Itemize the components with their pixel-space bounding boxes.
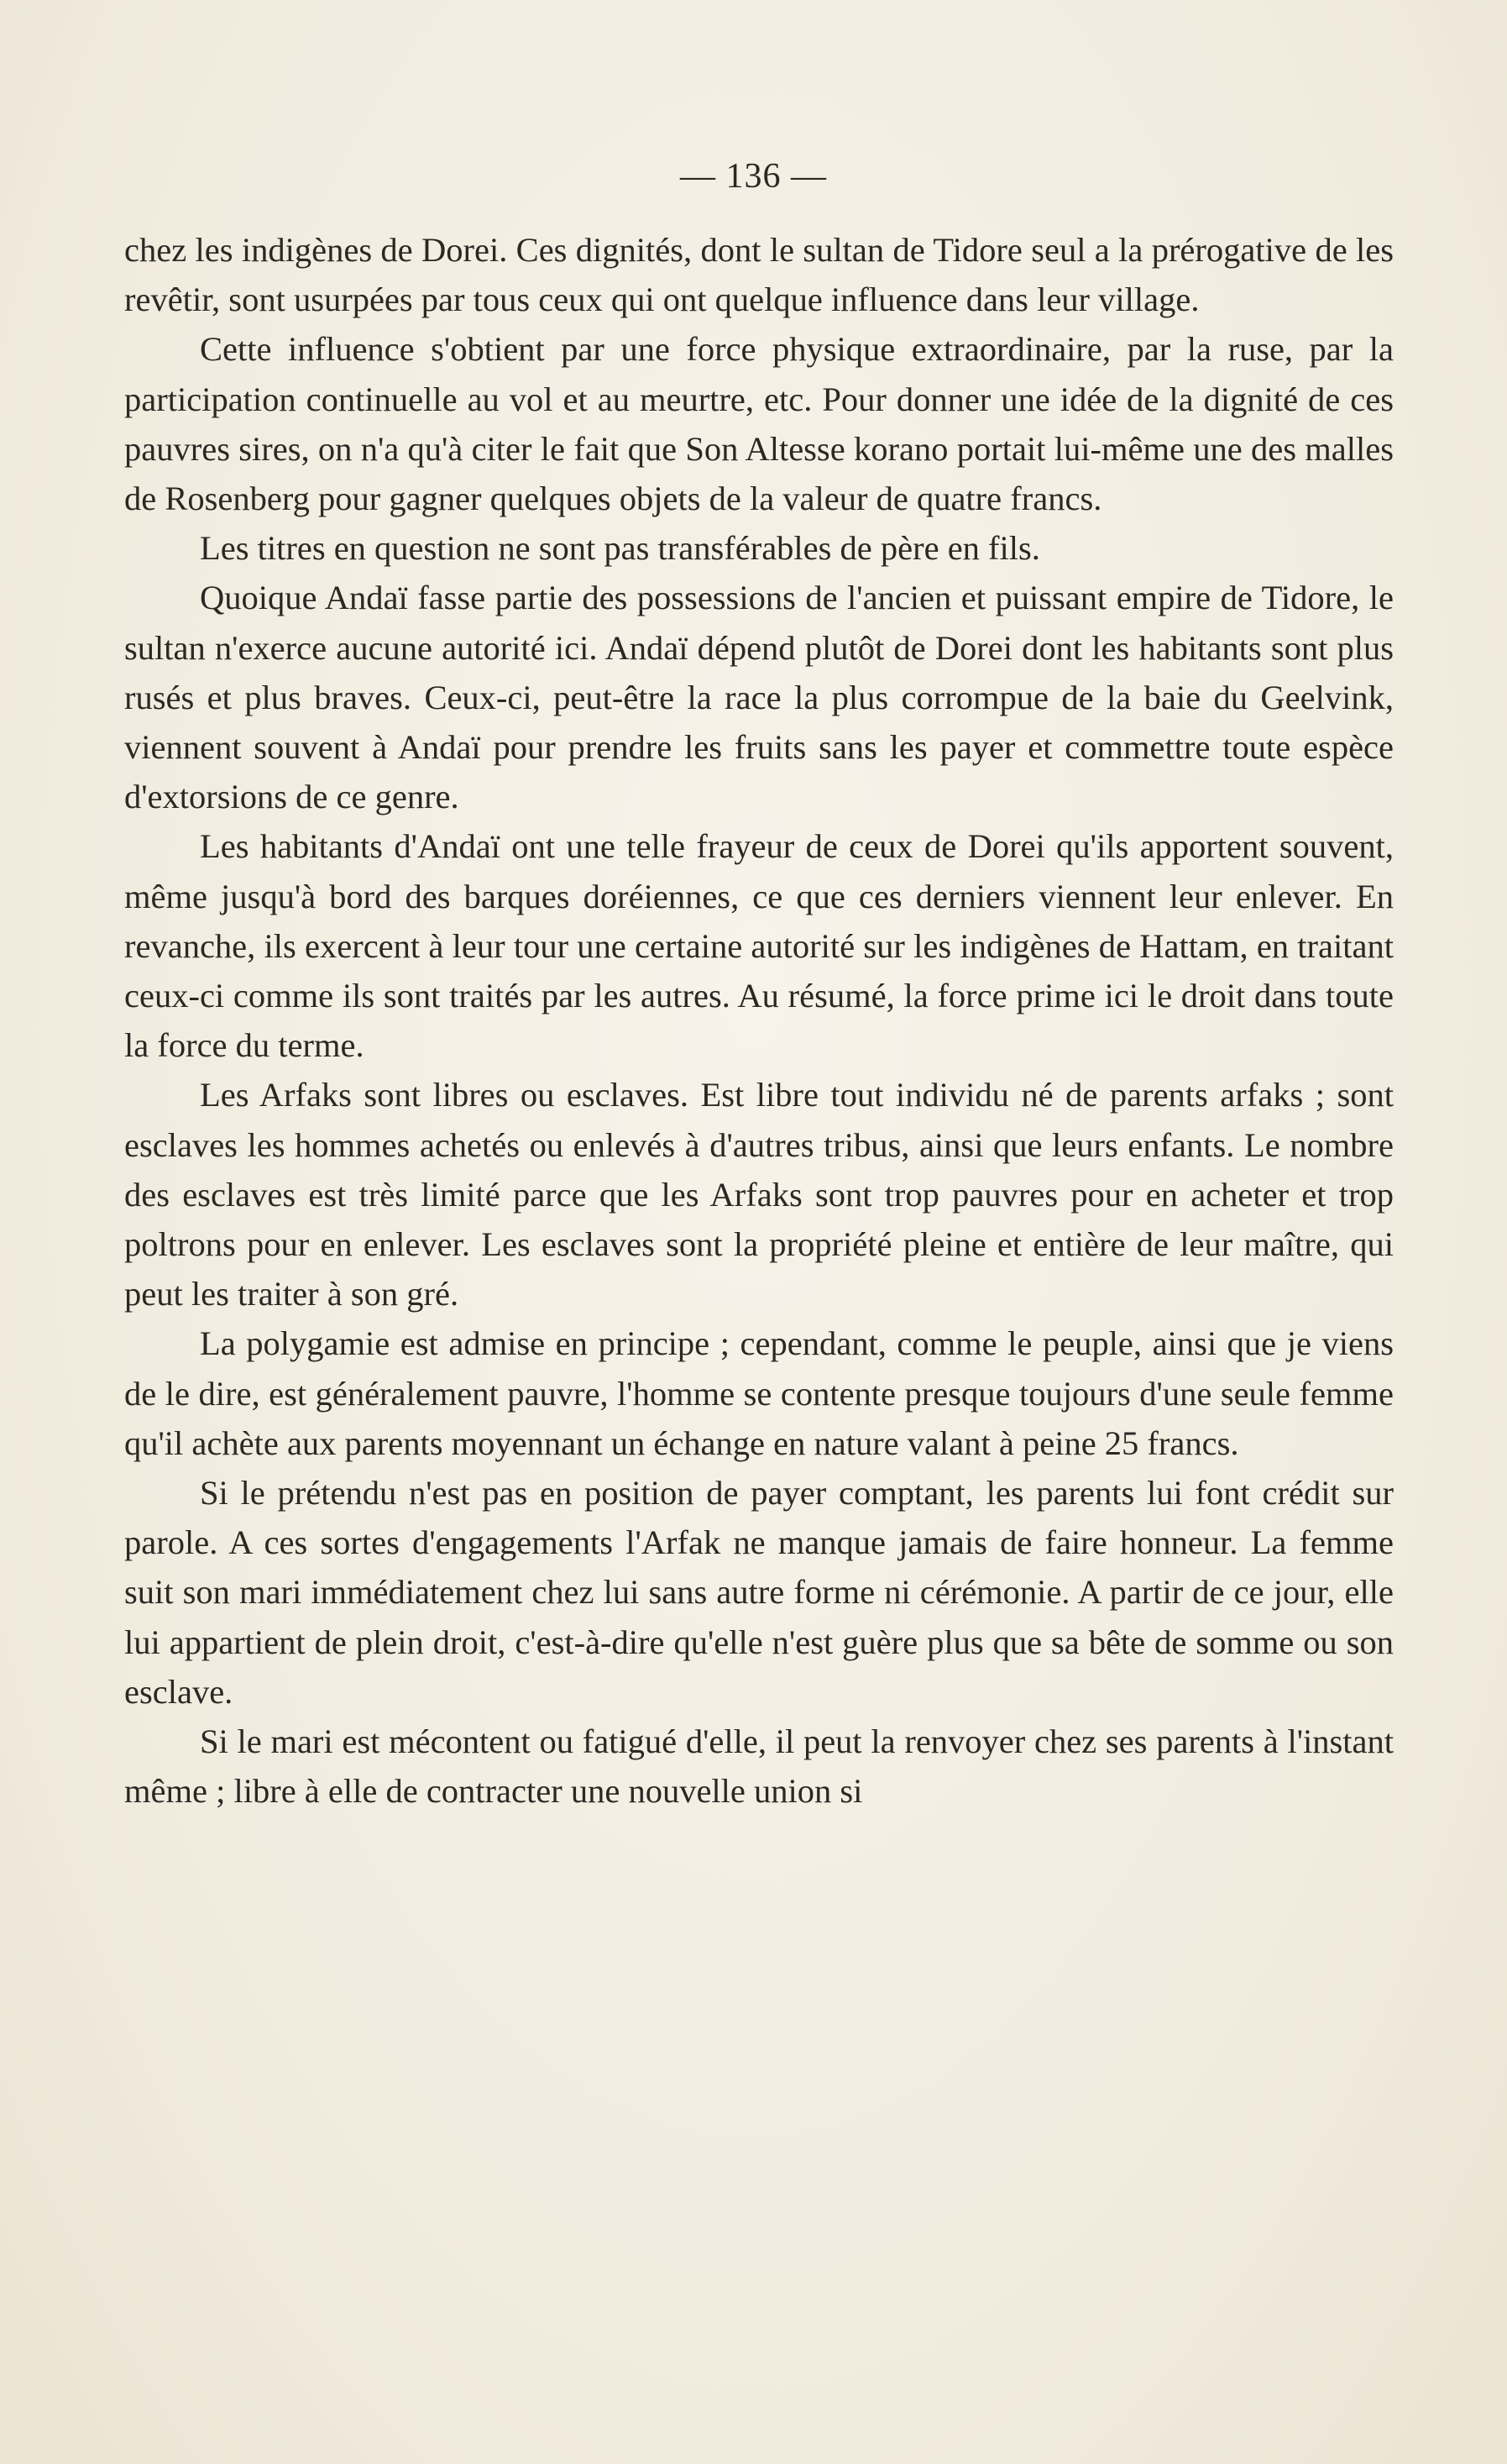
paragraph-9: Si le mari est mécontent ou fatigué d'elle, il peut la renvoyer chez ses parents à l'instant même ; libre à elle de contracter une nouvelle union si	[124, 1722, 1394, 1811]
paragraph-8: Si le prétendu n'est pas en position de payer comptant, les parents lui font crédit sur parole. A ces sortes d'engagements l'Arfak ne manque jamais de faire honneur. La femme suit son mari immédiatement chez lui sans autre forme ni cérémonie. A partir de ce jour, elle lui appartient de plein droit, c'est-à-dire qu'elle n'est guère plus que sa bête de somme ou son esclave.	[124, 1474, 1394, 1711]
page-number: — 136 —	[680, 157, 827, 196]
paragraph-1: chez les indigènes de Dorei. Ces dignités, dont le sultan de Tidore seul a la prérogative de les revêtir, sont usurpées par tous ceux qui ont quelque influence dans leur village.	[124, 231, 1394, 319]
paragraph-7: La polygamie est admise en principe ; cependant, comme le peuple, ainsi que je viens de le dire, est généralement pauvre, l'homme se contente presque toujours d'une seule femme qu'il achète aux parents moyennant un échange en nature valant à peine 25 francs.	[124, 1324, 1394, 1462]
paragraph-6: Les Arfaks sont libres ou esclaves. Est libre tout individu né de parents arfaks ; sont esclaves les hommes achetés ou enlevés à d'autres tribus, ainsi que leurs enfants. Le nombre des esclaves est très limité parce que les Arfaks sont trop pauvres pour en acheter et trop poltrons pour en enlever. Les esclaves sont la propriété pleine et entière de leur maître, qui peut les traiter à son gré.	[124, 1076, 1394, 1313]
paragraph-3: Les titres en question ne sont pas transférables de père en fils.	[200, 529, 1040, 568]
body-text	[124, 225, 1394, 1817]
paragraph-5: Les habitants d'Andaï ont une telle frayeur de ceux de Dorei qu'ils apportent souvent, même jusqu'à bord des barques doréiennes, ce que ces derniers viennent leur enlever. En revanche, ils exercent à leur tour une certaine autorité sur les indigènes de Hattam, en traitant ceux-ci comme ils sont traités par les autres. Au résumé, la force prime ici le droit dans toute la force du terme.	[124, 827, 1394, 1065]
paragraph-2: Cette influence s'obtient par une force physique extraordinaire, par la ruse, par la participation continuelle au vol et au meurtre, etc. Pour donner une idée de la dignité de ces pauvres sires, on n'a qu'à citer le fait que Son Altesse korano portait lui-même une des malles de Rosenberg pour gagner quelques objets de la valeur de quatre francs.	[124, 330, 1394, 518]
paragraph-4: Quoique Andaï fasse partie des possessions de l'ancien et puissant empire de Tidore, le sultan n'exerce aucune autorité ici. Andaï dépend plutôt de Dorei dont les habitants sont plus rusés et plus braves. Ceux-ci, peut-être la race la plus corrompue de la baie du Geelvink, viennent souvent à Andaï pour prendre les fruits sans les payer et commettre toute espèce d'extorsions de ce genre.	[124, 579, 1394, 816]
